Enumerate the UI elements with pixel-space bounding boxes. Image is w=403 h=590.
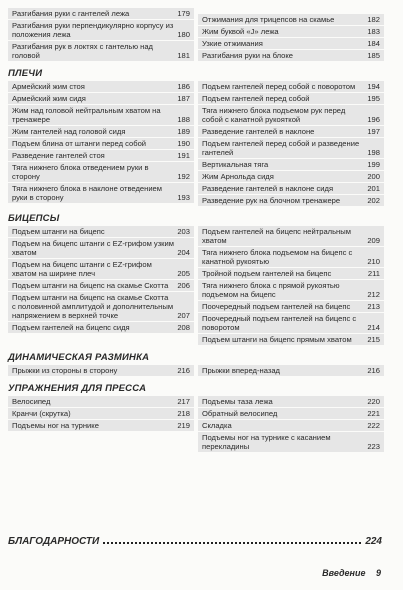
toc-biceps-block [8, 226, 385, 346]
page-number: 9 [375, 568, 381, 578]
toc-entry: Тяга нижнего блока отведением руки в сторону 192 [8, 162, 194, 182]
toc-top-block [8, 8, 385, 62]
toc-entry: Подъем гантелей перед собой 195 [198, 93, 384, 104]
toc-entry: Тяга нижнего блока подъемом на бицепс с канатной рукоятью 210 [198, 247, 384, 267]
toc-entry: Отжимания для трицепсов на скамье 182 [198, 14, 384, 25]
toc-entry: Вертикальная тяга 199 [198, 159, 384, 170]
toc-entry: Разгибания руки с гантелей лежа 179 [8, 8, 194, 19]
toc-entry: Разведение гантелей стоя 191 [8, 150, 194, 161]
toc-entry: Прыжки из стороны в сторону 216 [8, 365, 194, 376]
toc-entry: Тройной подъем гантелей на бицепс 211 [198, 268, 384, 279]
toc-entry: Жим буквой «J» лежа 183 [198, 26, 384, 37]
toc-page [8, 8, 385, 453]
toc-shoulders-block [8, 81, 385, 207]
toc-left-column [8, 8, 194, 62]
toc-entry: Разгибания рук в локтях с гантелью над головой 181 [8, 41, 194, 61]
toc-entry: Разведение гантелей в наклоне сидя 201 [198, 183, 384, 194]
toc-entry: Подъем на бицепс штанги с EZ-грифом узким хватом 204 [8, 238, 194, 258]
toc-left-column [8, 81, 194, 204]
toc-entry: Узкие отжимания 184 [198, 38, 384, 49]
toc-left-column [8, 365, 194, 377]
toc-right-column [198, 81, 384, 207]
toc-entry: Подъем штанги на бицепс 203 [8, 226, 194, 237]
toc-entry: Складка 222 [198, 420, 384, 431]
toc-thanks-row [8, 536, 382, 547]
toc-entry: Поочередный подъем гантелей на бицепс 213 [198, 301, 384, 312]
toc-right-column [198, 226, 384, 346]
section-title-warmup: ДИНАМИЧЕСКАЯ РАЗМИНКА [8, 352, 150, 363]
section-title-abs: УПРАЖНЕНИЯ ДЛЯ ПРЕССА [8, 383, 147, 394]
toc-entry: Велосипед 217 [8, 396, 194, 407]
toc-entry: Подъем гантелей перед собой и разведение гантелей 198 [198, 138, 384, 158]
toc-entry: Подъем на бицепс штанги с EZ-грифом хватом на ширине плеч 205 [8, 259, 194, 279]
toc-entry: Подъемы таза лежа 220 [198, 396, 384, 407]
dot-leader [103, 542, 361, 544]
thanks-title: БЛАГОДАРНОСТИ [8, 536, 100, 547]
toc-entry: Кранчи (скрутка) 218 [8, 408, 194, 419]
toc-right-column [198, 365, 384, 377]
section-title-shoulders: ПЛЕЧИ [8, 68, 43, 79]
toc-entry: Подъем гантелей на бицепс нейтральным хватом 209 [198, 226, 384, 246]
toc-warmup-block [8, 365, 385, 377]
toc-entry: Подъем штанги на бицепс прямым хватом 215 [198, 334, 384, 345]
toc-entry: Прыжки вперед-назад 216 [198, 365, 384, 376]
toc-entry: Армейский жим стоя 186 [8, 81, 194, 92]
toc-entry: Подъем блина от штанги перед собой 190 [8, 138, 194, 149]
toc-entry: Жим гантелей над головой сидя 189 [8, 126, 194, 137]
toc-entry: Обратный велосипед 221 [198, 408, 384, 419]
toc-entry: Разгибания руки на блоке 185 [198, 50, 384, 61]
toc-left-column [8, 396, 194, 432]
page-footer [322, 568, 381, 578]
toc-entry: Разгибания руки перпендикулярно корпусу из положения лежа 180 [8, 20, 194, 40]
toc-right-column [198, 396, 384, 453]
toc-entry: Подъем гантелей на бицепс сидя 208 [8, 322, 194, 333]
footer-label: Введение [322, 568, 366, 578]
toc-entry: Подъемы ног на турнике с касанием перекладины 223 [198, 432, 384, 452]
toc-entry: Армейский жим сидя 187 [8, 93, 194, 104]
toc-entry: Разведение рук на блочном тренажере 202 [198, 195, 384, 206]
toc-right-column [198, 14, 384, 62]
toc-abs-block [8, 396, 385, 453]
toc-entry: Подъем штанги на бицепс на скамье Скотта 206 [8, 280, 194, 291]
toc-entry: Тяга нижнего блока с прямой рукоятью подъемом на бицепс 212 [198, 280, 384, 300]
toc-entry: Подъем штанги на бицепс на скамье Скотта с половинной амплитудой и дополнительным напряжением в верхней точке 207 [8, 292, 194, 321]
toc-entry: Подъем гантелей перед собой с поворотом 194 [198, 81, 384, 92]
section-title-biceps: БИЦЕПСЫ [8, 213, 60, 224]
toc-entry: Тяга нижнего блока подъемом рук перед собой с канатной рукояткой 196 [198, 105, 384, 125]
toc-entry: Жим Арнольда сидя 200 [198, 171, 384, 182]
toc-entry: Жим над головой нейтральным хватом на тренажере 188 [8, 105, 194, 125]
toc-left-column [8, 226, 194, 334]
toc-entry: Поочередный подъем гантелей на бицепс с поворотом 214 [198, 313, 384, 333]
thanks-page: 224 [365, 536, 382, 547]
toc-entry: Разведение гантелей в наклоне 197 [198, 126, 384, 137]
toc-entry: Подъемы ног на турнике 219 [8, 420, 194, 431]
toc-entry: Тяга нижнего блока в наклоне отведением руки в сторону 193 [8, 183, 194, 203]
